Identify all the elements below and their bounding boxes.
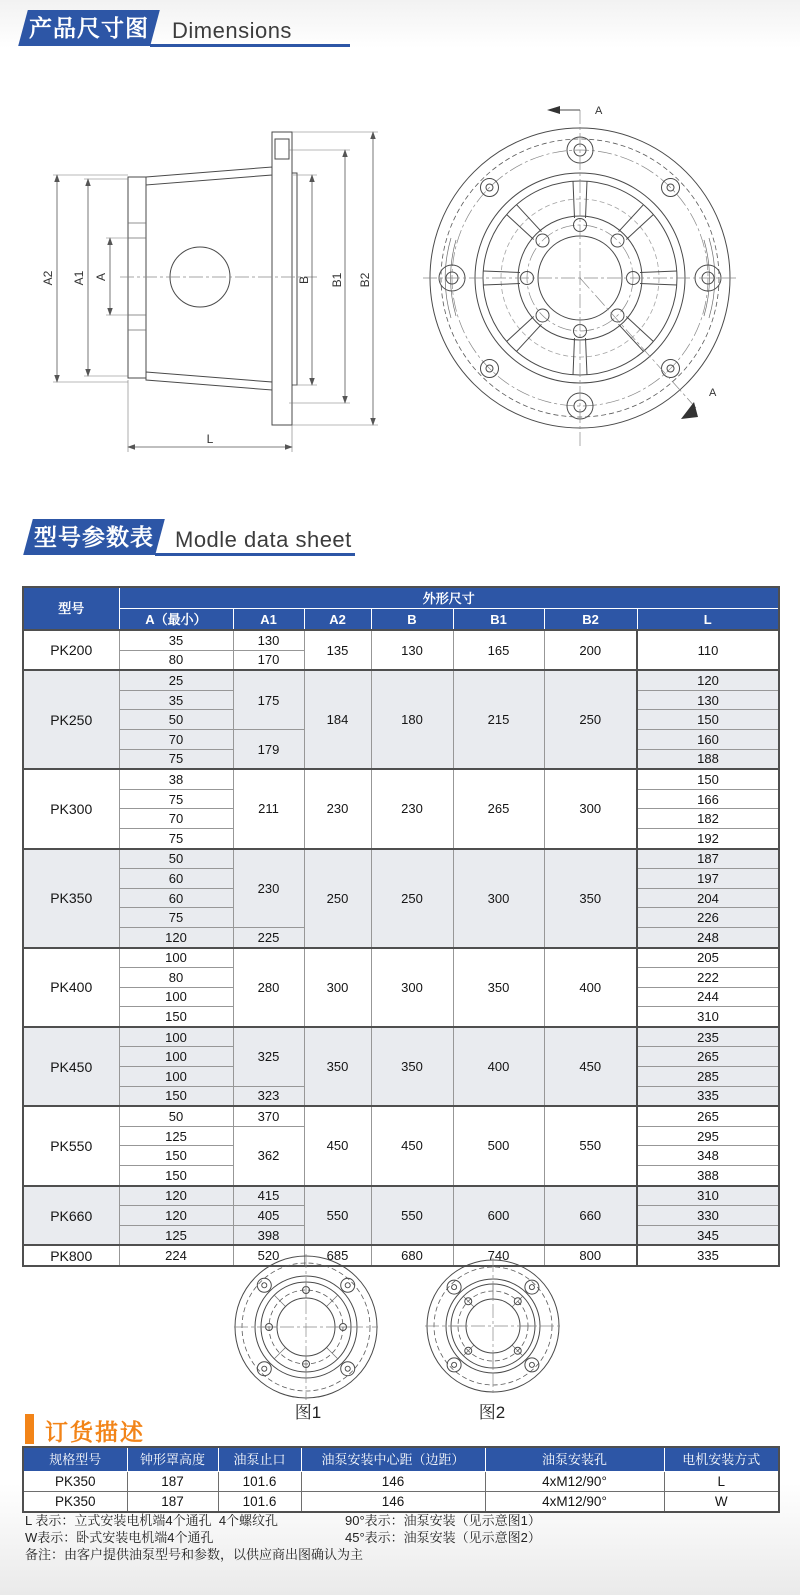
b2-cell: 200 — [544, 630, 637, 670]
l-cell: 295 — [637, 1126, 779, 1146]
a-cell: 70 — [119, 729, 233, 749]
b1-cell: 400 — [453, 1027, 544, 1106]
a1-cell: 520 — [233, 1245, 304, 1266]
a1-cell: 323 — [233, 1086, 304, 1106]
header-b: B — [371, 609, 453, 631]
banner-underline — [155, 553, 355, 556]
section-title-en: Modle data sheet — [175, 527, 352, 552]
header-model: 型号 — [23, 587, 119, 630]
figure2-drawing — [420, 1256, 566, 1396]
table-row — [23, 769, 779, 789]
side-view-drawing — [25, 95, 395, 457]
a-cell: 75 — [119, 789, 233, 809]
dim-label-b: B — [297, 275, 311, 285]
a2-cell: 184 — [304, 670, 371, 769]
l-cell: 265 — [637, 1047, 779, 1067]
a1-cell: 405 — [233, 1206, 304, 1226]
banner-underline — [150, 44, 350, 47]
a-cell: 100 — [119, 948, 233, 968]
b2-cell: 550 — [544, 1106, 637, 1185]
a-cell: 60 — [119, 888, 233, 908]
table-row — [23, 1027, 779, 1047]
a-cell: 60 — [119, 869, 233, 889]
a1-cell: 130 — [233, 630, 304, 650]
l-cell: 244 — [637, 987, 779, 1007]
a-cell: 125 — [119, 1225, 233, 1245]
note-l: L 表示：立式安装电机端4个通孔 4个螺纹孔 — [25, 1513, 279, 1528]
right-flange-section — [272, 132, 292, 425]
bolt-detail — [275, 139, 289, 159]
l-cell: 166 — [637, 789, 779, 809]
b-cell: 550 — [371, 1186, 453, 1246]
order-heading-bar — [25, 1414, 34, 1444]
header-b1: B1 — [453, 609, 544, 631]
l-cell: 110 — [637, 630, 779, 670]
a-cell: 35 — [119, 690, 233, 710]
b1-cell: 600 — [453, 1186, 544, 1246]
a2-cell: 300 — [304, 948, 371, 1027]
l-cell: 197 — [637, 869, 779, 889]
top-wall-section — [146, 167, 272, 185]
dim-l — [128, 432, 292, 447]
section-mark-bottom — [681, 387, 717, 419]
a2-cell: 135 — [304, 630, 371, 670]
model-cell: PK450 — [23, 1027, 119, 1106]
dim-label-b1: B1 — [330, 272, 344, 288]
bottom-wall-section — [146, 372, 272, 390]
l-cell: 150 — [637, 710, 779, 730]
order-cell: PK350 — [23, 1472, 127, 1492]
a-cell: 125 — [119, 1126, 233, 1146]
dim-b — [297, 175, 312, 385]
order-cell: 146 — [301, 1472, 485, 1492]
b1-cell: 265 — [453, 769, 544, 848]
note-remark: 备注：由客户提供油泵型号和参数，以供应商出图确认为主 — [25, 1547, 364, 1562]
a-cell: 80 — [119, 650, 233, 670]
l-cell: 335 — [637, 1086, 779, 1106]
table-row — [23, 849, 779, 869]
l-cell: 265 — [637, 1106, 779, 1126]
a-cell: 150 — [119, 1086, 233, 1106]
order-header-cell: 油泵安装孔 — [485, 1447, 664, 1472]
l-cell: 192 — [637, 828, 779, 848]
b-cell: 350 — [371, 1027, 453, 1106]
a-cell: 38 — [119, 769, 233, 789]
order-table-row — [23, 1472, 779, 1492]
dim-a1 — [72, 179, 88, 376]
a-cell: 150 — [119, 1146, 233, 1166]
a1-cell: 280 — [233, 948, 304, 1027]
b2-cell: 400 — [544, 948, 637, 1027]
dim-b1 — [330, 150, 345, 403]
header-b2: B2 — [544, 609, 637, 631]
a1-cell: 179 — [233, 729, 304, 769]
figure2-label: 图2 — [478, 1403, 506, 1422]
b1-cell: 165 — [453, 630, 544, 670]
b2-cell: 300 — [544, 769, 637, 848]
a-cell: 224 — [119, 1245, 233, 1266]
model-cell: PK350 — [23, 849, 119, 948]
order-cell: 101.6 — [218, 1472, 301, 1492]
a-cell: 120 — [119, 927, 233, 947]
section-label-top: A — [595, 105, 603, 117]
l-cell: 310 — [637, 1007, 779, 1027]
a1-cell: 325 — [233, 1027, 304, 1086]
model-data-table — [22, 586, 780, 1267]
header-l: L — [637, 609, 779, 631]
section-title-zh: 产品尺寸图 — [29, 15, 149, 41]
a-cell: 120 — [119, 1186, 233, 1206]
model-cell: PK200 — [23, 630, 119, 670]
l-cell: 285 — [637, 1067, 779, 1087]
table-row — [23, 1106, 779, 1126]
order-table-row — [23, 1492, 779, 1513]
a-cell: 75 — [119, 908, 233, 928]
b1-cell: 215 — [453, 670, 544, 769]
a1-cell: 211 — [233, 769, 304, 848]
figure1-drawing — [228, 1252, 384, 1402]
a2-cell: 230 — [304, 769, 371, 848]
l-cell: 120 — [637, 670, 779, 690]
dim-label-a1: A1 — [72, 270, 86, 286]
a1-cell: 225 — [233, 927, 304, 947]
model-cell: PK250 — [23, 670, 119, 769]
model-cell: PK660 — [23, 1186, 119, 1246]
table-row — [23, 948, 779, 968]
a-cell: 150 — [119, 1166, 233, 1186]
l-cell: 182 — [637, 809, 779, 829]
table-row — [23, 1186, 779, 1206]
l-cell: 204 — [637, 888, 779, 908]
model-cell: PK800 — [23, 1245, 119, 1266]
note-90deg: 90°表示：油泵安装（见示意图1） — [345, 1513, 541, 1528]
a2-cell: 685 — [304, 1245, 371, 1266]
b2-cell: 800 — [544, 1245, 637, 1266]
a-cell: 80 — [119, 968, 233, 988]
l-cell: 130 — [637, 690, 779, 710]
l-cell: 248 — [637, 927, 779, 947]
a-cell: 75 — [119, 749, 233, 769]
a-cell: 50 — [119, 710, 233, 730]
a-cell: 100 — [119, 987, 233, 1007]
l-cell: 348 — [637, 1146, 779, 1166]
order-cell: 101.6 — [218, 1492, 301, 1513]
section-title-zh: 型号参数表 — [34, 524, 154, 550]
b1-cell: 500 — [453, 1106, 544, 1185]
a-cell: 50 — [119, 1106, 233, 1126]
model-cell: PK550 — [23, 1106, 119, 1185]
b-cell: 450 — [371, 1106, 453, 1185]
l-cell: 188 — [637, 749, 779, 769]
dim-a2 — [41, 175, 57, 382]
section-mark-top — [547, 105, 603, 117]
dim-b2 — [358, 132, 373, 425]
l-cell: 187 — [637, 849, 779, 869]
model-cell: PK300 — [23, 769, 119, 848]
left-flange-section — [128, 177, 146, 378]
model-cell: PK400 — [23, 948, 119, 1027]
l-cell: 388 — [637, 1166, 779, 1186]
a-cell: 35 — [119, 630, 233, 650]
a2-cell: 350 — [304, 1027, 371, 1106]
order-cell: L — [664, 1472, 779, 1492]
b-cell: 300 — [371, 948, 453, 1027]
table-header-row-2 — [23, 609, 779, 631]
order-table-body — [23, 1472, 779, 1513]
header-a2: A2 — [304, 609, 371, 631]
l-cell: 335 — [637, 1245, 779, 1266]
a1-cell: 415 — [233, 1186, 304, 1206]
b-cell: 680 — [371, 1245, 453, 1266]
order-cell: 187 — [127, 1472, 218, 1492]
b1-cell: 350 — [453, 948, 544, 1027]
a-cell: 50 — [119, 849, 233, 869]
table-row — [23, 670, 779, 690]
dim-a — [94, 238, 110, 315]
a-cell: 100 — [119, 1027, 233, 1047]
order-header-cell: 电机安装方式 — [664, 1447, 779, 1472]
l-cell: 330 — [637, 1206, 779, 1226]
order-cell: 146 — [301, 1492, 485, 1513]
order-header-cell: 油泵安装中心距（边距） — [301, 1447, 485, 1472]
order-header-cell: 规格型号 — [23, 1447, 127, 1472]
order-header-cell: 钟形罩高度 — [127, 1447, 218, 1472]
a-cell: 25 — [119, 670, 233, 690]
b2-cell: 350 — [544, 849, 637, 948]
section-title-en: Dimensions — [172, 18, 292, 43]
a-cell: 100 — [119, 1047, 233, 1067]
a-cell: 70 — [119, 809, 233, 829]
a1-cell: 398 — [233, 1225, 304, 1245]
l-cell: 205 — [637, 948, 779, 968]
order-heading: 订货描述 — [45, 1419, 145, 1445]
a1-cell: 170 — [233, 650, 304, 670]
l-cell: 310 — [637, 1186, 779, 1206]
section-label-bottom: A — [709, 387, 717, 399]
l-cell: 150 — [637, 769, 779, 789]
l-cell: 222 — [637, 968, 779, 988]
header-a1: A1 — [233, 609, 304, 631]
a-cell: 120 — [119, 1206, 233, 1226]
a2-cell: 450 — [304, 1106, 371, 1185]
order-cell: PK350 — [23, 1492, 127, 1513]
a-cell: 150 — [119, 1007, 233, 1027]
a1-cell: 230 — [233, 849, 304, 928]
b2-cell: 660 — [544, 1186, 637, 1246]
a2-cell: 550 — [304, 1186, 371, 1246]
b2-cell: 250 — [544, 670, 637, 769]
order-table-head-row — [23, 1447, 779, 1472]
order-cell: W — [664, 1492, 779, 1513]
main-table-body — [23, 630, 779, 1266]
b1-cell: 740 — [453, 1245, 544, 1266]
order-header-cell: 油泵止口 — [218, 1447, 301, 1472]
l-cell: 345 — [637, 1225, 779, 1245]
dim-label-b2: B2 — [358, 272, 372, 288]
table-header-row-1 — [23, 587, 779, 609]
b-cell: 180 — [371, 670, 453, 769]
front-view-drawing — [398, 80, 780, 455]
b-cell: 130 — [371, 630, 453, 670]
b2-cell: 450 — [544, 1027, 637, 1106]
a2-cell: 250 — [304, 849, 371, 948]
note-45deg: 45°表示：油泵安装（见示意图2） — [345, 1530, 541, 1545]
b-cell: 250 — [371, 849, 453, 948]
b-cell: 230 — [371, 769, 453, 848]
l-cell: 235 — [637, 1027, 779, 1047]
l-cell: 160 — [637, 729, 779, 749]
a-cell: 100 — [119, 1067, 233, 1087]
dim-label-l: L — [206, 432, 214, 446]
header-dimensions-group: 外形尺寸 — [119, 587, 779, 609]
note-w: W表示：卧式安装电机端4个通孔 — [25, 1530, 214, 1545]
order-table — [22, 1446, 780, 1513]
a-cell: 75 — [119, 828, 233, 848]
l-cell: 226 — [637, 908, 779, 928]
a1-cell: 370 — [233, 1106, 304, 1126]
order-cell: 4xM12/90° — [485, 1472, 664, 1492]
b1-cell: 300 — [453, 849, 544, 948]
dim-label-a2: A2 — [41, 270, 55, 286]
order-cell: 4xM12/90° — [485, 1492, 664, 1513]
dim-label-a: A — [94, 272, 108, 282]
figure1-label: 图1 — [294, 1403, 322, 1422]
a1-cell: 175 — [233, 670, 304, 729]
table-row — [23, 1245, 779, 1266]
a1-cell: 362 — [233, 1126, 304, 1185]
header-a-min: A（最小） — [119, 609, 233, 631]
table-row — [23, 630, 779, 650]
order-cell: 187 — [127, 1492, 218, 1513]
